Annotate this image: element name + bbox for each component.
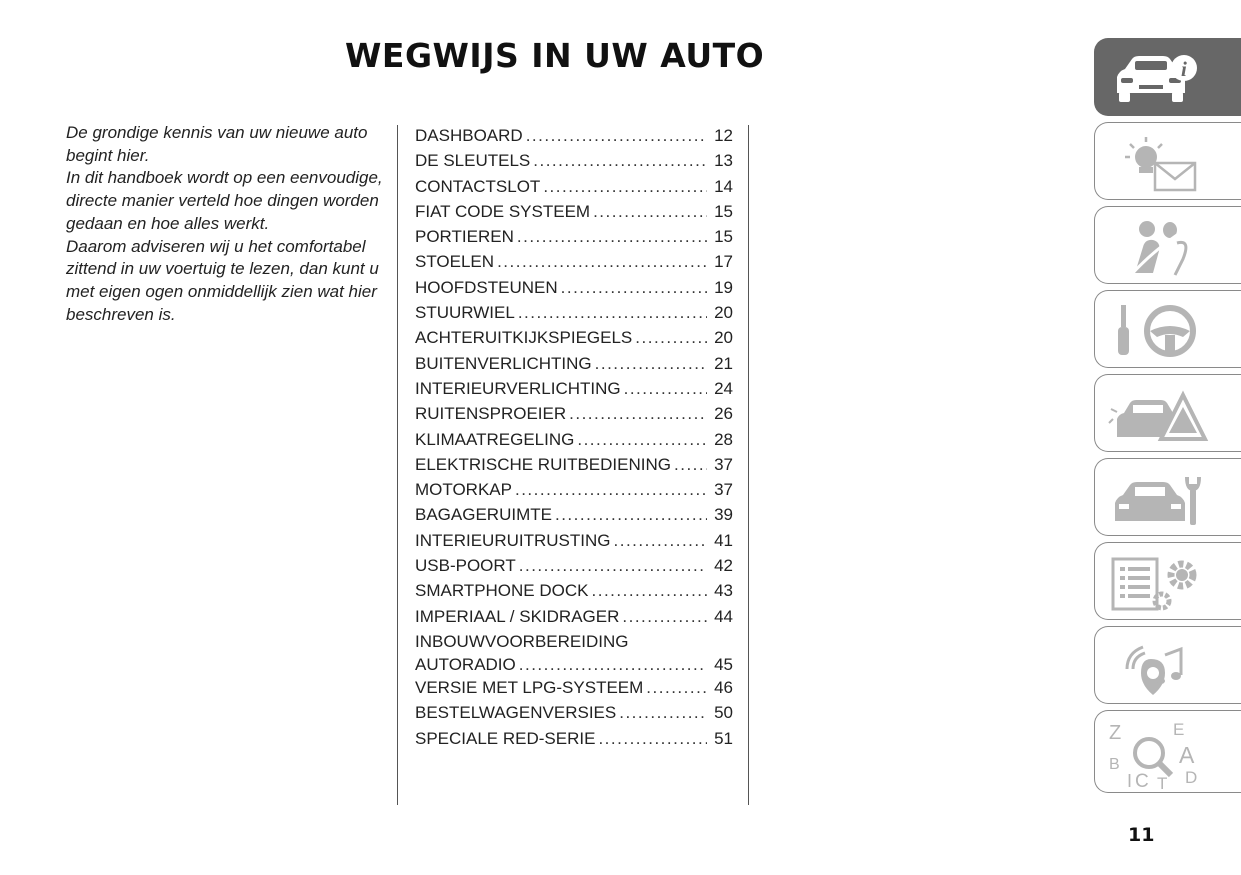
column-divider-left bbox=[397, 125, 398, 805]
toc-page-number: 37 bbox=[714, 480, 733, 500]
multimedia-icon bbox=[1105, 633, 1225, 699]
leader-dots bbox=[595, 351, 707, 376]
toc-label: VERSIE MET LPG-SYSTEEM bbox=[415, 677, 644, 697]
leader-dots bbox=[624, 376, 707, 401]
toc-entry-bestelwagen[interactable] bbox=[415, 700, 733, 725]
toc-entry-interieurverlichting[interactable] bbox=[415, 376, 733, 401]
toc-entry-usb-poort[interactable] bbox=[415, 553, 733, 578]
car-info-icon bbox=[1105, 45, 1225, 111]
toc-page-number: 12 bbox=[714, 126, 733, 145]
toc-page-number: 42 bbox=[714, 556, 733, 576]
toc-label: DASHBOARD bbox=[415, 126, 523, 145]
toc-label: BUITENVERLICHTING bbox=[415, 353, 592, 373]
leader-dots bbox=[622, 604, 707, 629]
toc-page-number: 50 bbox=[714, 703, 733, 723]
car-wrench-icon bbox=[1105, 465, 1225, 531]
toc-label: BAGAGERUIMTE bbox=[415, 505, 552, 525]
toc-label: INTERIEURVERLICHTING bbox=[415, 378, 621, 398]
toc-label: SMARTPHONE DOCK bbox=[415, 581, 589, 601]
leader-dots bbox=[619, 700, 707, 725]
toc-entry-sleutels[interactable] bbox=[415, 148, 733, 173]
leader-dots bbox=[614, 528, 708, 553]
warning-light-message-icon bbox=[1105, 129, 1225, 195]
toc-entry-imperiaal[interactable] bbox=[415, 604, 733, 629]
toc-label: STUURWIEL bbox=[415, 303, 515, 323]
toc-label: PORTIEREN bbox=[415, 227, 514, 247]
toc-entry-autoradio[interactable] bbox=[415, 629, 733, 675]
toc-entry-dashboard[interactable] bbox=[415, 123, 733, 148]
toc-page-number: 15 bbox=[714, 227, 733, 247]
toc-entry-contactslot[interactable] bbox=[415, 174, 733, 199]
toc-page-number: 37 bbox=[714, 454, 733, 474]
toc-page-number: 45 bbox=[714, 654, 733, 674]
technical-data-gear-icon bbox=[1105, 549, 1225, 615]
leader-dots bbox=[533, 148, 707, 173]
leader-dots bbox=[555, 502, 707, 527]
toc-page-number: 13 bbox=[714, 151, 733, 171]
toc-label: SPECIALE RED-SERIE bbox=[415, 728, 596, 748]
toc-entry-fiat-code[interactable] bbox=[415, 199, 733, 224]
toc-entry-stoelen[interactable] bbox=[415, 249, 733, 274]
toc-page-number: 19 bbox=[714, 277, 733, 297]
leader-dots bbox=[674, 452, 707, 477]
toc-label-line1: INBOUWVOORBEREIDING bbox=[415, 631, 629, 651]
toc-label: STOELEN bbox=[415, 252, 495, 272]
leader-dots bbox=[543, 174, 707, 199]
toc-page-number: 46 bbox=[714, 677, 733, 697]
airbag-seat-icon bbox=[1105, 213, 1225, 279]
toc-page-number: 15 bbox=[714, 201, 733, 221]
page-number: 11 bbox=[1128, 824, 1155, 846]
intro-text bbox=[66, 122, 391, 326]
toc-page-number: 39 bbox=[714, 505, 733, 525]
leader-dots bbox=[519, 553, 707, 578]
leader-dots bbox=[561, 275, 707, 300]
leader-dots bbox=[569, 401, 707, 426]
leader-dots bbox=[519, 654, 707, 675]
leader-dots bbox=[593, 199, 707, 224]
leader-dots bbox=[598, 726, 707, 751]
toc-page-number: 17 bbox=[714, 252, 733, 272]
toc-entry-red-serie[interactable] bbox=[415, 726, 733, 751]
toc-entry-ruitensproeier[interactable] bbox=[415, 401, 733, 426]
toc-label: ACHTERUITKIJKSPIEGELS bbox=[415, 328, 633, 348]
toc-page-number: 51 bbox=[714, 728, 733, 748]
toc-label: FIAT CODE SYSTEEM bbox=[415, 201, 591, 221]
car-warning-triangle-icon bbox=[1105, 381, 1225, 447]
index-letter: B bbox=[1109, 756, 1120, 773]
toc-entry-portieren[interactable] bbox=[415, 224, 733, 249]
svg-text:i: i bbox=[1181, 57, 1187, 81]
toc-page-number: 43 bbox=[714, 581, 733, 601]
leader-dots bbox=[515, 477, 707, 502]
toc-entry-spiegels[interactable] bbox=[415, 325, 733, 350]
toc-entry-motorkap[interactable] bbox=[415, 477, 733, 502]
index-letter: C bbox=[1135, 771, 1149, 789]
index-letter: D bbox=[1185, 768, 1198, 787]
column-divider-right bbox=[748, 125, 749, 805]
toc-label: HOOFDSTEUNEN bbox=[415, 277, 558, 297]
tab-multimedia[interactable] bbox=[1094, 626, 1241, 704]
leader-dots bbox=[577, 427, 707, 452]
toc-label: BESTELWAGENVERSIES bbox=[415, 703, 617, 723]
leader-dots bbox=[517, 224, 707, 249]
index-letter: A bbox=[1179, 742, 1195, 768]
key-steering-wheel-icon bbox=[1105, 297, 1225, 363]
tab-safety[interactable] bbox=[1094, 206, 1241, 284]
toc-label: IMPERIAAL / SKIDRAGER bbox=[415, 606, 620, 626]
toc-entry-klimaatregeling[interactable] bbox=[415, 427, 733, 452]
tab-starting-driving[interactable] bbox=[1094, 290, 1241, 368]
tab-maintenance[interactable] bbox=[1094, 458, 1241, 536]
toc-entry-hoofdsteunen[interactable] bbox=[415, 275, 733, 300]
leader-dots bbox=[497, 249, 707, 274]
toc-label: USB-POORT bbox=[415, 556, 516, 576]
leader-dots bbox=[526, 123, 707, 148]
tab-emergency[interactable] bbox=[1094, 374, 1241, 452]
toc-entry-lpg[interactable] bbox=[415, 675, 733, 700]
tab-warning-lights[interactable] bbox=[1094, 122, 1241, 200]
toc-page-number: 41 bbox=[714, 530, 733, 550]
alphabetical-index-icon bbox=[1105, 717, 1225, 789]
toc-entry-bagageruimte[interactable] bbox=[415, 502, 733, 527]
tab-index[interactable] bbox=[1094, 710, 1241, 793]
toc-label: AUTORADIO bbox=[415, 654, 516, 674]
toc-label: DE SLEUTELS bbox=[415, 151, 531, 171]
toc-entry-stuurwiel[interactable] bbox=[415, 300, 733, 325]
toc-label: MOTORKAP bbox=[415, 480, 512, 500]
index-letter: Z bbox=[1109, 722, 1122, 744]
toc-label: RUITENSPROEIER bbox=[415, 404, 567, 424]
tab-car-info[interactable] bbox=[1094, 38, 1241, 116]
leader-dots bbox=[635, 325, 707, 350]
toc-label: INTERIEURUITRUSTING bbox=[415, 530, 611, 550]
intro-paragraph: Daarom adviseren wij u het comfortabel zittend in uw voertuig te lezen, dan kunt u met eigen ogen onmiddellijk zien wat hier beschreven is. bbox=[66, 236, 379, 324]
intro-paragraph: In dit handboek wordt op een eenvoudige, directe manier verteld hoe dingen worden gedaan en hoe alles werkt. bbox=[66, 168, 383, 233]
page-title: WEGWIJS IN UW AUTO bbox=[345, 36, 765, 75]
leader-dots bbox=[592, 578, 708, 603]
toc-page-number: 28 bbox=[714, 429, 733, 449]
intro-paragraph: De grondige kennis van uw nieuwe auto begint hier. bbox=[66, 123, 368, 165]
toc-page-number: 26 bbox=[714, 404, 733, 424]
toc-page-number: 24 bbox=[714, 378, 733, 398]
toc-page-number: 20 bbox=[714, 328, 733, 348]
tab-technical-data[interactable] bbox=[1094, 542, 1241, 620]
toc-page-number: 21 bbox=[714, 353, 733, 373]
toc-entry-ruitbediening[interactable] bbox=[415, 452, 733, 477]
index-letter: E bbox=[1173, 720, 1185, 739]
toc-page-number: 14 bbox=[714, 176, 733, 196]
index-letter: I bbox=[1127, 771, 1133, 789]
toc-label: ELEKTRISCHE RUITBEDIENING bbox=[415, 454, 671, 474]
index-letter: T bbox=[1157, 774, 1168, 789]
leader-dots bbox=[518, 300, 707, 325]
toc-entry-smartphone-dock[interactable] bbox=[415, 578, 733, 603]
toc-entry-buitenverlichting[interactable] bbox=[415, 351, 733, 376]
toc-page-number: 44 bbox=[714, 606, 733, 626]
toc-entry-interieuruitrusting[interactable] bbox=[415, 528, 733, 553]
toc-label: KLIMAATREGELING bbox=[415, 429, 575, 449]
table-of-contents bbox=[415, 123, 733, 751]
toc-label: CONTACTSLOT bbox=[415, 176, 541, 196]
leader-dots bbox=[646, 675, 707, 700]
toc-page-number: 20 bbox=[714, 303, 733, 323]
